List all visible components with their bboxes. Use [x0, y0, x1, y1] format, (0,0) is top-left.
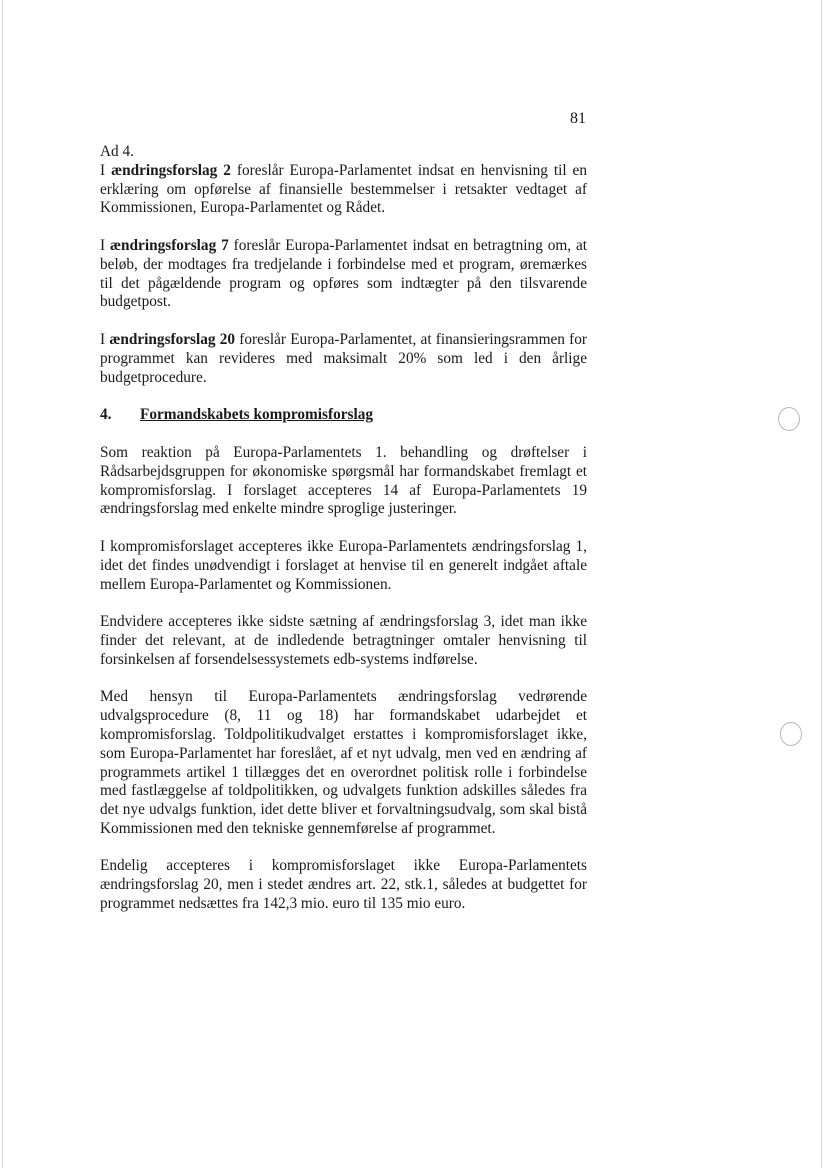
page-number: 81	[570, 110, 586, 127]
section-title: Formandskabets kompromisforslag	[140, 406, 374, 424]
section-label: Ad 4.	[100, 143, 134, 160]
paragraph: I kompromisforslaget accepteres ikke Europa-Parlamentets ændringsforslag 1, idet det findes unødvendigt i forslaget at henvise til en generelt indgået aftale mellem Europa-Parlamentet og Kommissionen.	[100, 537, 587, 593]
punch-hole-upper	[778, 407, 800, 431]
paragraph: Som reaktion på Europa-Parlamentets 1. behandling og drøftelser i Rådsarbejdsgruppen for økonomiske spørgsmål har formandskabet fremlagt et kompromisforslag. I forslaget accepteres 14 af Europa-Parlamentets 19 ændringsforslag med enkelte mindre sproglige justeringer.	[100, 443, 587, 518]
section-number: 4.	[100, 406, 112, 424]
document-body	[100, 143, 587, 933]
page-edge-left	[2, 0, 3, 1168]
paragraph: Endelig accepteres i kompromisforslaget ikke Europa-Parlamentets ændringsforslag 20, men i stedet ændres art. 22, stk.1, således at budgettet for programmet nedsættes fra 142,3 mio. euro til 135 mio euro.	[100, 857, 587, 913]
amendment-ref: ændringsforslag 7	[109, 236, 229, 254]
paragraph-amendment-20: I ændringsforslag 20 foreslår Europa-Parlamentet, at finansieringsrammen for programmet kan revideres med maksimalt 20% som led i den årlige budgetprocedure.	[100, 330, 587, 386]
paragraph: Med hensyn til Europa-Parlamentets ændringsforslag vedrørende udvalgsprocedure (8, 11 og 18) har formandskabet udarbejdet et kompromisforslag. Toldpolitikudvalget erstattes i kompromisforslaget ikke, som Europa-Parlamentet har foreslået, af et nyt udvalg, men ved en ændring af programmets artikel 1 tillægges det en overordnet politisk rolle i forbindelse med fastlæggelse af toldpolitikken, og udvalgets funktion adskilles således fra det nye udvalgs funktion, idet dette bliver et forvaltningsudvalg, som skal bistå Kommissionen med den tekniske gennemførelse af programmet.	[100, 688, 587, 837]
amendment-ref: ændringsforslag 2	[111, 161, 231, 179]
amendment-ref: ændringsforslag 20	[109, 330, 236, 348]
section-heading	[100, 406, 587, 425]
paragraph: Endvidere accepteres ikke sidste sætning af ændringsforslag 3, idet man ikke finder det relevant, at de indledende betragtninger omtaler henvisning til forsinkelsen af forsendelsessystemets edb-systems indførelse.	[100, 613, 587, 668]
paragraph-amendment-2: I ændringsforslag 2 foreslår Europa-Parlamentet indsat en henvisning til en erklæring om opførelse af finansielle bestemmelser i retsakter vedtaget af Kommissionen, Europa-Parlamentet og Rådet.	[100, 161, 587, 217]
page-edge-right	[821, 0, 822, 1168]
paragraph-amendment-7: I ændringsforslag 7 foreslår Europa-Parlamentet indsat en betragtning om, at beløb, der modtages fra tredjelande i forbindelse med et program, øremærkes til det pågældende program og opføres som indtægter på den tilsvarende budgetpost.	[100, 236, 588, 311]
punch-hole-lower	[780, 722, 802, 746]
